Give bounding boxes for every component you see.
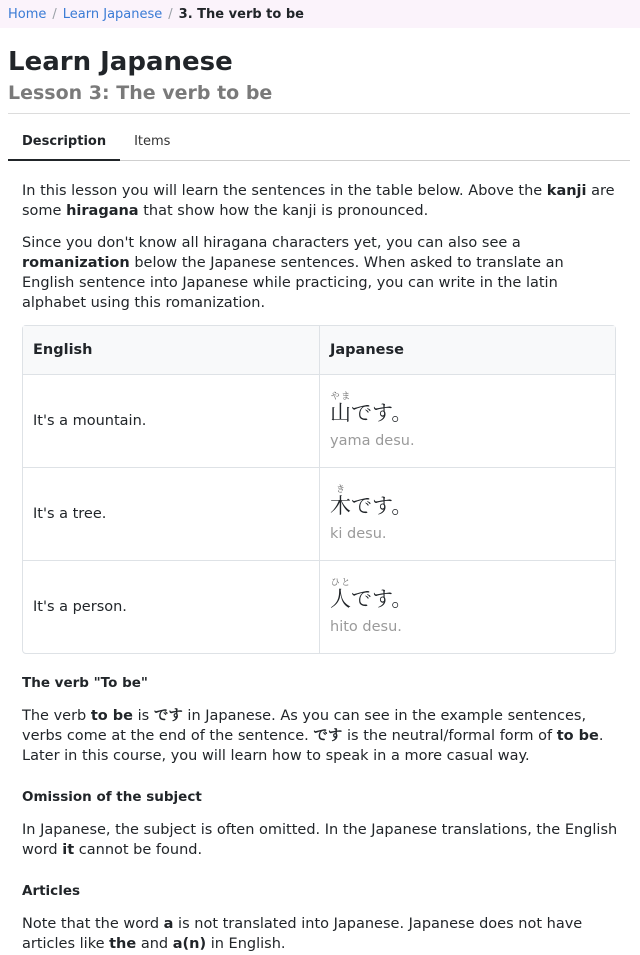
tab-bar [8, 127, 630, 161]
breadcrumb-course-link[interactable]: Learn Japanese [62, 6, 163, 22]
breadcrumb-current: 3. The verb to be [178, 6, 304, 22]
romanization-paragraph: Since you don't know all hiragana characters yet, you can also see a romanization below the Japanese sentences. When asked to translate an English sentence into Japanese while practicing, you can write in the latin alphabet using this romanization. [22, 235, 564, 311]
column-header-english: English [23, 326, 319, 375]
section-heading-verb: The verb "To be" [22, 675, 148, 691]
section-heading-omission: Omission of the subject [22, 789, 202, 805]
english-sentence: It's a mountain. [23, 375, 319, 468]
lesson-subtitle: Lesson 3: The verb to be [8, 82, 273, 104]
furigana: き [330, 484, 351, 495]
page-title: Learn Japanese [8, 47, 233, 77]
sentence-table [22, 325, 616, 654]
breadcrumb-separator: / [52, 6, 57, 22]
tab-description[interactable]: Description [8, 127, 120, 161]
english-sentence: It's a tree. [23, 468, 319, 561]
table-row [23, 561, 615, 653]
romanization: yama desu. [330, 432, 415, 449]
table-row [23, 468, 615, 561]
page-header [0, 28, 640, 106]
table-row [23, 375, 615, 468]
breadcrumb-separator: / [168, 6, 173, 22]
intro-paragraph: In this lesson you will learn the sentences in the table below. Above the kanji are some hiragana that show how the kanji is pronounced. [22, 183, 615, 219]
verb-paragraph: The verb to be is です in Japanese. As you can see in the example sentences, verbs come at the end of the sentence. です is the neutral/formal form of to be. Later in this course, you will learn how to speak in a more casual way. [22, 708, 604, 764]
japanese-sentence: 木きです。 ki desu. [319, 468, 615, 561]
breadcrumb-home-link[interactable]: Home [8, 6, 47, 22]
furigana: やま [330, 391, 351, 402]
romanization: ki desu. [330, 525, 387, 542]
breadcrumb [0, 0, 640, 28]
furigana: ひと [330, 577, 351, 588]
tab-items[interactable]: Items [134, 134, 171, 149]
articles-paragraph: Note that the word a is not translated into Japanese. Japanese does not have articles like the and a(n) in English. [22, 916, 583, 952]
romanization: hito desu. [330, 618, 402, 635]
japanese-sentence: 人ひとです。 hito desu. [319, 561, 615, 653]
title-divider [8, 113, 630, 114]
omission-paragraph: In Japanese, the subject is often omitted. In the Japanese translations, the English word it cannot be found. [22, 822, 618, 858]
lesson-content [0, 161, 640, 954]
column-header-japanese: Japanese [319, 326, 615, 375]
english-sentence: It's a person. [33, 599, 127, 615]
section-heading-articles: Articles [22, 883, 81, 899]
japanese-sentence: 山やまです。 yama desu. [319, 375, 615, 468]
